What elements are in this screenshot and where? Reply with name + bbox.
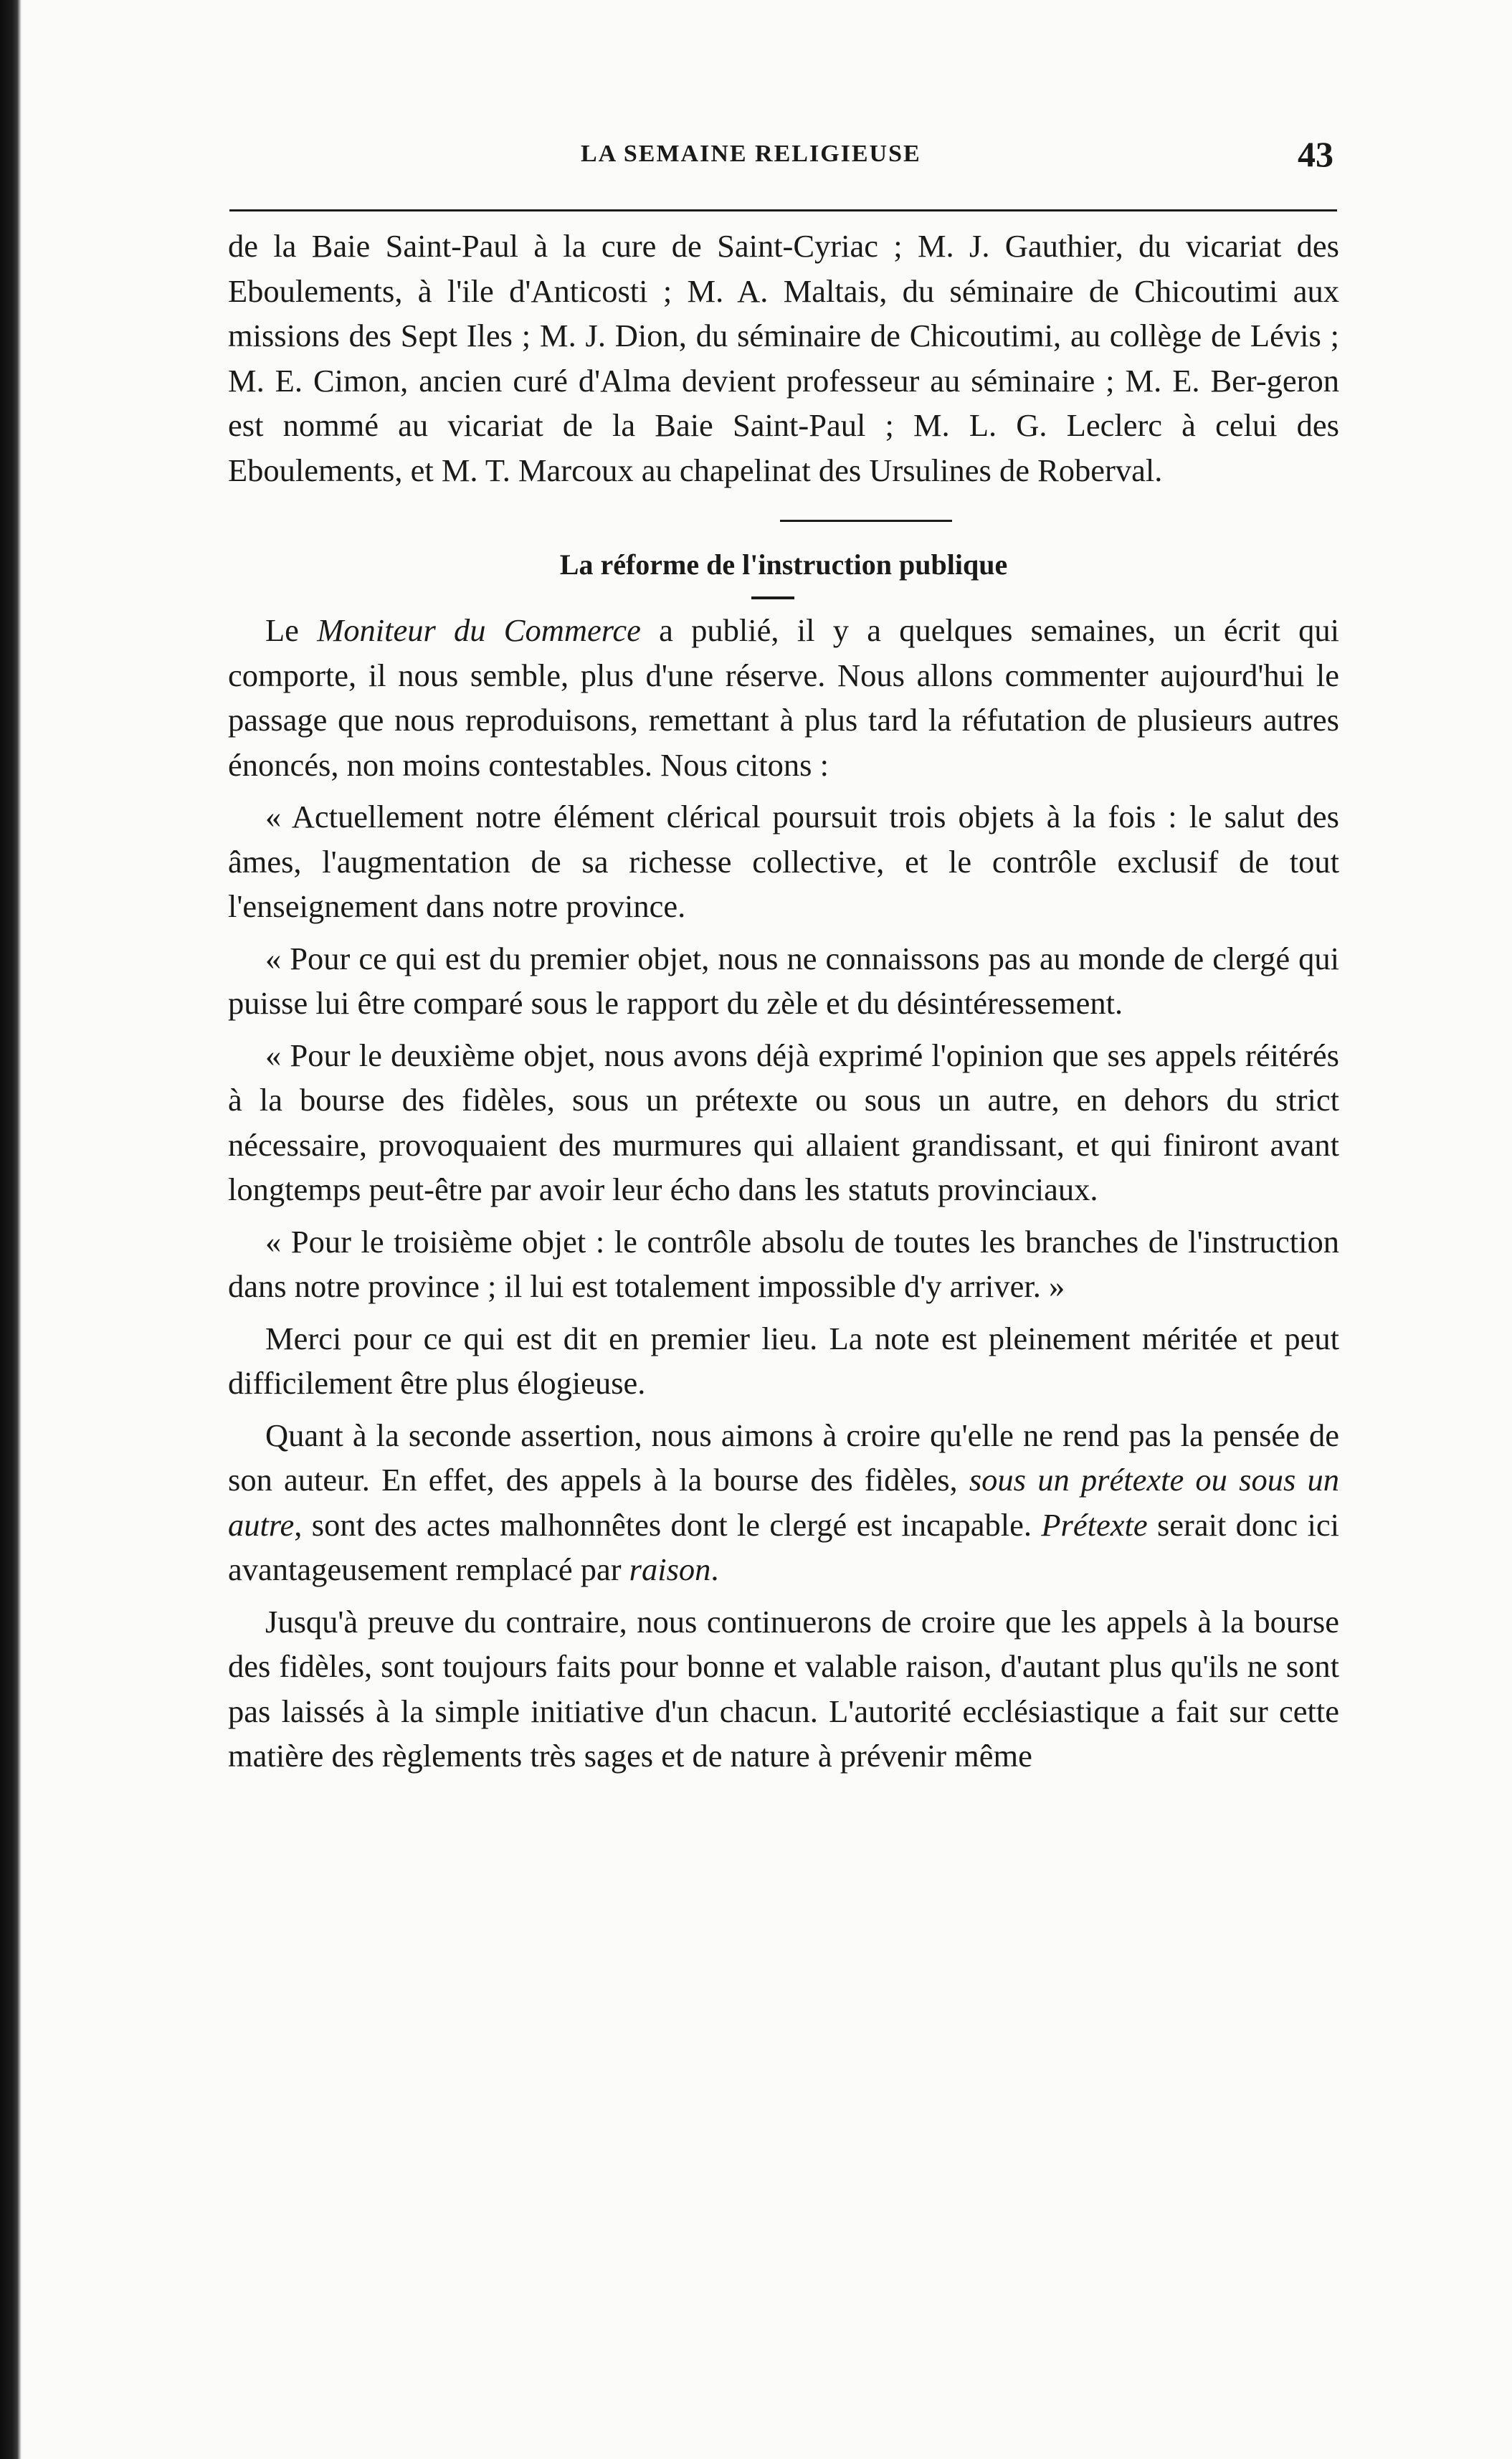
p1-text-a: Le <box>265 612 318 648</box>
page-number: 43 <box>1298 134 1333 174</box>
binding-edge <box>0 0 22 2459</box>
page-header <box>215 134 1333 191</box>
intro-paragraph <box>228 224 1339 493</box>
header-rule <box>229 209 1337 211</box>
p3-emphasis-1: sous un prétexte ou sous un autre <box>228 1462 1339 1543</box>
p1-text-b: a publié, il y a quelques semaines, un écrit qui comporte, il nous semble, plus d'une réserve. Nous allons commenter aujourd'hui le passage que nous reproduisons, remettant à plus tard la réfutation de plusieurs autres énoncés, non moins contestables. Nous citons : <box>228 612 1340 783</box>
article-body <box>228 224 1339 1779</box>
p3-text-b: , sont des actes malhonnêtes dont le clergé est incapable. <box>294 1506 1042 1543</box>
p3-text-d: . <box>710 1551 719 1587</box>
intro-line: du séminaire de Chicoutimi aux missions des Sept Iles ; M. J. Dion, <box>228 272 1339 353</box>
intro-line: ancien curé d'Alma devient professeur au séminaire ; M. E. Ber- <box>419 362 1267 399</box>
intro-line: Leclerc à celui des Eboulements, et M. T. Marcoux au chapelinat <box>228 407 1340 488</box>
intro-line: geron est nommé au vicariat de la Baie Saint-Paul ; M. L. G. <box>228 362 1339 443</box>
paragraph-4: Jusqu'à preuve du contraire, nous continuerons de croire que les appels à la bourse des fidèles, sont toujours faits pour bonne et valable raison, d'autant plus qu'ils ne sont pas laissés à la simple initiative d'un chacun. L'autorité ecclésiastique a fait sur cette matière des règlements très sages et de nature à prévenir même <box>228 1603 1339 1774</box>
paragraph-1 <box>228 608 1339 787</box>
quote-4: « Pour le troisième objet : le contrôle absolu de toutes les branches de l'instruction dans notre province ; il lui est totalement impossible d'y arriver. » <box>228 1223 1339 1304</box>
quote-3: « Pour le deuxième objet, nous avons déjà exprimé l'opinion que ses appels réitérés à la bourse des fidèles, sous un prétexte ou sous un autre, en dehors du strict nécessaire, provoquaient des murmures qui allaient grandissant, et qui finiront avant longtemps peut-être par avoir leur écho dans les statuts provinciaux. <box>228 1037 1339 1207</box>
running-title: LA SEMAINE RELIGIEUSE <box>581 141 921 167</box>
p3-emphasis-3: raison <box>629 1551 711 1587</box>
paragraph-3 <box>228 1413 1339 1592</box>
intro-line: du séminaire de Chicoutimi, au collège de Lévis ; M. E. Cimon, <box>228 318 1339 399</box>
quote-2: « Pour ce qui est du premier objet, nous ne connaissons pas au monde de clergé qui puisse lui être comparé sous le rapport du zèle et du désintéressement. <box>228 940 1339 1021</box>
section-separator <box>780 520 952 522</box>
paragraph-2: Merci pour ce qui est dit en premier lieu. La note est pleinement méritée et peut difficilement être plus élogieuse. <box>228 1320 1339 1401</box>
title-dash <box>751 596 794 599</box>
section-title: La réforme de l'instruction publique <box>559 548 1008 581</box>
p3-text-a: Quant à la seconde assertion, nous aimons à croire qu'elle ne rend pas la pensée de son auteur. En effet, des appels à la bourse des fidèles, <box>228 1417 1339 1498</box>
intro-line: des Ursulines de Roberval. <box>818 452 1163 488</box>
intro-line: de la Baie Saint-Paul à la cure de Saint-Cyriac ; M. J. Gauthier, <box>228 228 1139 264</box>
p3-text-c: serait donc ici avantageusement remplacé par <box>228 1506 1339 1587</box>
p3-emphasis-2: Prétexte <box>1041 1506 1148 1543</box>
intro-line: du vicariat des Eboulements, à l'ile d'Anticosti ; M. A. Maltais, <box>228 228 1339 309</box>
quote-1: « Actuellement notre élément clérical poursuit trois objets à la fois : le salut des âmes, l'augmentation de sa richesse collective, et le contrôle exclusif de tout l'enseignement dans notre province. <box>228 799 1339 924</box>
newspaper-title: Moniteur du Commerce <box>317 612 641 648</box>
